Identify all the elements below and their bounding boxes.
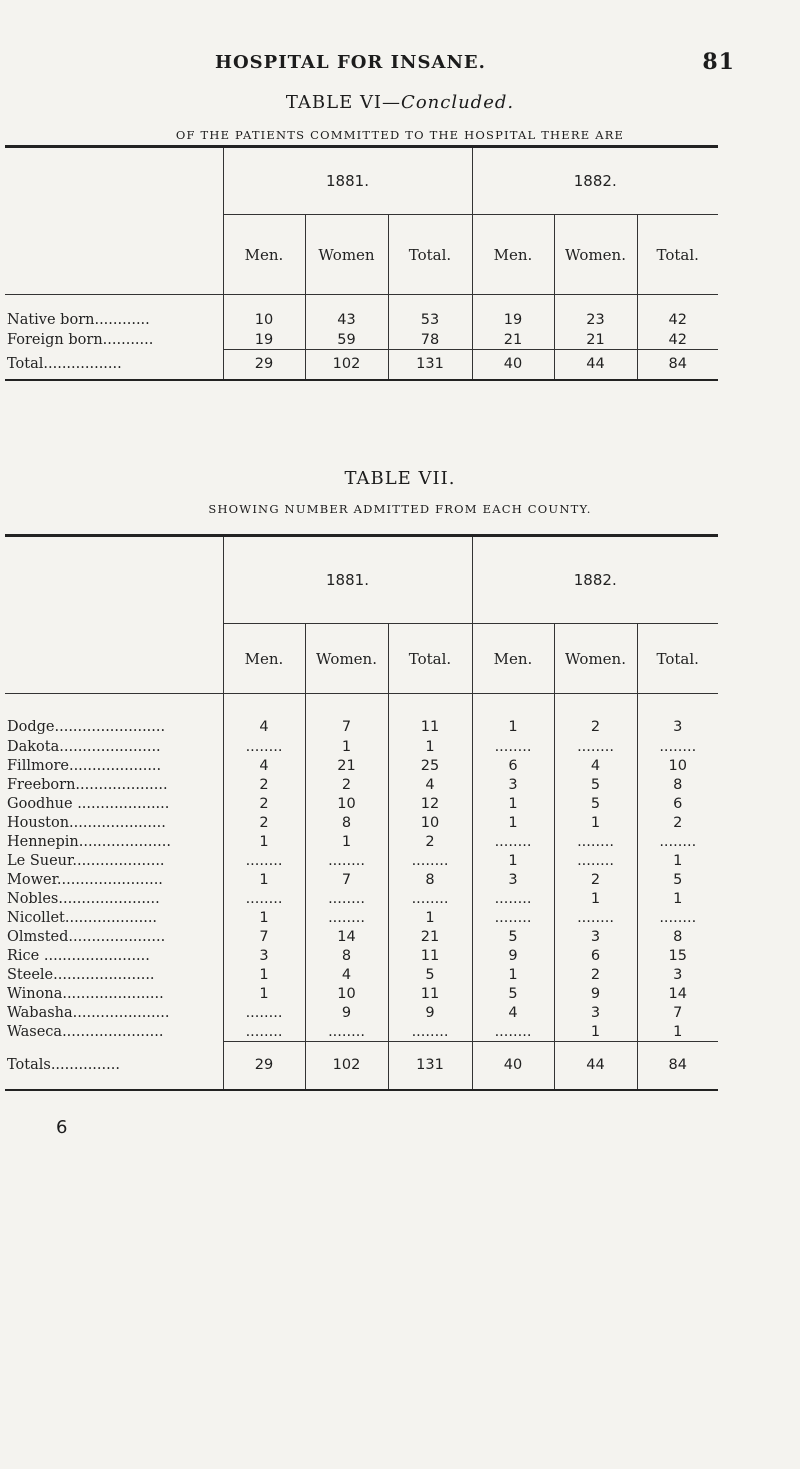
table-cell: 78 — [388, 331, 472, 350]
table-cell: ........ — [305, 852, 388, 871]
table-cell: 1 — [388, 738, 472, 757]
table-cell: 6 — [554, 947, 637, 966]
table-cell: 2 — [223, 795, 305, 814]
table-cell: 1 — [223, 909, 305, 928]
row-label: Nicollet.................... — [7, 910, 158, 926]
table-cell: ........ — [388, 890, 472, 909]
table-cell: 7 — [305, 871, 388, 890]
table-row — [5, 947, 718, 966]
table-cell: 12 — [388, 795, 472, 814]
total-cell: 29 — [223, 1042, 305, 1090]
table7-caption: TABLE VII. — [344, 468, 456, 489]
table-cell: 21 — [388, 928, 472, 947]
table-cell: 3 — [472, 871, 554, 890]
total-cell: 131 — [388, 350, 472, 380]
table7-stub-header — [5, 536, 223, 694]
table-cell: ........ — [223, 890, 305, 909]
table7-year-1881: 1881. — [223, 536, 472, 624]
table-row — [5, 331, 718, 350]
table7-col-women: Women. — [305, 624, 388, 694]
table-cell: ........ — [637, 909, 718, 928]
table-cell: 9 — [305, 1004, 388, 1023]
table-row — [5, 985, 718, 1004]
table6-col-total: Total. — [637, 215, 718, 295]
row-label: Olmsted..................... — [7, 929, 166, 945]
table-cell: 1 — [223, 833, 305, 852]
total-cell: 44 — [554, 1042, 637, 1090]
table-cell: 14 — [637, 985, 718, 1004]
table-row — [5, 694, 718, 738]
row-label: Le Sueur.................... — [7, 853, 165, 869]
table-cell: 5 — [554, 795, 637, 814]
table-cell: 7 — [637, 1004, 718, 1023]
table-cell: 8 — [305, 814, 388, 833]
table-cell: ........ — [472, 738, 554, 757]
table6-stub-header — [5, 147, 223, 295]
table-cell: ........ — [472, 833, 554, 852]
table-row — [5, 776, 718, 795]
total-cell: 84 — [637, 350, 718, 380]
table7-subtitle: SHOWING NUMBER ADMITTED FROM EACH COUNTY. — [208, 502, 592, 516]
table-cell: 21 — [554, 331, 637, 350]
table-cell: 25 — [388, 757, 472, 776]
table-cell: 2 — [388, 833, 472, 852]
table-cell: 4 — [472, 1004, 554, 1023]
table-cell: 10 — [637, 757, 718, 776]
table7-year-1882: 1882. — [472, 536, 718, 624]
table6 — [5, 145, 718, 381]
table-cell: 2 — [637, 814, 718, 833]
table-cell: 8 — [637, 776, 718, 795]
table-row — [5, 890, 718, 909]
table-cell: ........ — [554, 852, 637, 871]
table-cell: ........ — [223, 1023, 305, 1042]
table7-col-total: Total. — [637, 624, 718, 694]
row-label: Foreign born........... — [7, 332, 154, 348]
table-cell: 4 — [223, 694, 305, 738]
table6-year-1882: 1882. — [472, 147, 718, 215]
total-cell: 84 — [637, 1042, 718, 1090]
table6-col-women: Women — [305, 215, 388, 295]
total-cell: 29 — [223, 350, 305, 380]
table-cell: 1 — [472, 966, 554, 985]
table-cell: 3 — [472, 776, 554, 795]
total-cell: 44 — [554, 350, 637, 380]
table7-col-men: Men. — [223, 624, 305, 694]
table-cell: 7 — [223, 928, 305, 947]
page-number: 81 — [702, 49, 735, 75]
row-label: Goodhue .................... — [7, 796, 170, 812]
table7-col-total: Total. — [388, 624, 472, 694]
table-cell: ........ — [472, 909, 554, 928]
row-label: Fillmore.................... — [7, 758, 162, 774]
table-row — [5, 1004, 718, 1023]
table-cell: 2 — [554, 871, 637, 890]
row-label: Winona...................... — [7, 986, 164, 1002]
table7 — [5, 534, 718, 1091]
table-row — [5, 833, 718, 852]
table-cell: 1 — [637, 890, 718, 909]
table-cell: 3 — [637, 966, 718, 985]
table-cell: 42 — [637, 295, 718, 331]
table-cell: 43 — [305, 295, 388, 331]
row-label: Dakota...................... — [7, 739, 161, 755]
table-cell: 3 — [554, 928, 637, 947]
table-row — [5, 871, 718, 890]
table-cell: 14 — [305, 928, 388, 947]
table6-subtitle: OF THE PATIENTS COMMITTED TO THE HOSPITAL THERE ARE — [175, 128, 625, 142]
table-cell: ........ — [223, 852, 305, 871]
table-cell: 3 — [554, 1004, 637, 1023]
table-cell: ........ — [388, 852, 472, 871]
total-cell: 102 — [305, 350, 388, 380]
table-cell: 1 — [223, 985, 305, 1004]
table-cell: ........ — [554, 738, 637, 757]
table-cell: 7 — [305, 694, 388, 738]
table-cell: 4 — [223, 757, 305, 776]
table-cell: ........ — [305, 909, 388, 928]
table-cell: 5 — [388, 966, 472, 985]
table-cell: 1 — [305, 738, 388, 757]
table-cell: 5 — [554, 776, 637, 795]
table-cell: 1 — [472, 814, 554, 833]
row-label: Mower....................... — [7, 872, 163, 888]
table-cell: 1 — [554, 890, 637, 909]
table-cell: 5 — [472, 985, 554, 1004]
table-cell: 1 — [472, 852, 554, 871]
table-cell: 8 — [388, 871, 472, 890]
table6-year-1881: 1881. — [223, 147, 472, 215]
table-cell: ........ — [637, 833, 718, 852]
table-row — [5, 852, 718, 871]
table-cell: 9 — [472, 947, 554, 966]
total-cell: 131 — [388, 1042, 472, 1090]
table-row — [5, 1023, 718, 1042]
table-cell: 1 — [388, 909, 472, 928]
total-label: Totals............... — [7, 1057, 120, 1073]
table-cell: ........ — [305, 890, 388, 909]
table-cell: 1 — [637, 852, 718, 871]
table-row — [5, 757, 718, 776]
row-label: Freeborn.................... — [7, 777, 168, 793]
row-label: Dodge........................ — [7, 718, 166, 735]
total-cell: 102 — [305, 1042, 388, 1090]
table-cell: ........ — [637, 738, 718, 757]
table-cell: 10 — [388, 814, 472, 833]
table-cell: 2 — [223, 814, 305, 833]
row-label: Nobles...................... — [7, 891, 160, 907]
table-cell: 5 — [472, 928, 554, 947]
table-row — [5, 966, 718, 985]
table-cell: ........ — [223, 738, 305, 757]
table-cell: 53 — [388, 295, 472, 331]
table-cell: 9 — [388, 1004, 472, 1023]
table-cell: ........ — [554, 833, 637, 852]
table-cell: 1 — [305, 833, 388, 852]
table-row — [5, 295, 718, 331]
table-cell: ........ — [472, 1023, 554, 1042]
table-cell: 5 — [637, 871, 718, 890]
total-label: Total................. — [7, 356, 122, 372]
table-cell: 1 — [554, 814, 637, 833]
table-row — [5, 738, 718, 757]
table6-caption: TABLE VI—Concluded. — [285, 92, 515, 113]
table-cell: 1 — [637, 1023, 718, 1042]
table-row — [5, 795, 718, 814]
table7-col-men: Men. — [472, 624, 554, 694]
table-cell: 2 — [305, 776, 388, 795]
table-cell: ........ — [305, 1023, 388, 1042]
table-cell: 15 — [637, 947, 718, 966]
table-cell: 3 — [223, 947, 305, 966]
table-cell: ........ — [472, 890, 554, 909]
table-cell: 21 — [305, 757, 388, 776]
table-cell: 1 — [554, 1023, 637, 1042]
table6-col-men: Men. — [472, 215, 554, 295]
table-row — [5, 909, 718, 928]
table-row — [5, 814, 718, 833]
table6-col-women: Women. — [554, 215, 637, 295]
table-cell: 4 — [305, 966, 388, 985]
table-row — [5, 928, 718, 947]
table-cell: 19 — [223, 331, 305, 350]
row-label: Rice ....................... — [7, 948, 150, 964]
table-cell: 6 — [472, 757, 554, 776]
table-cell: 1 — [472, 694, 554, 738]
running-head-title: HOSPITAL FOR INSANE. — [215, 52, 486, 73]
table-cell: 21 — [472, 331, 554, 350]
total-cell: 40 — [472, 1042, 554, 1090]
table-cell: 19 — [472, 295, 554, 331]
table-cell: 8 — [305, 947, 388, 966]
table-cell: 2 — [223, 776, 305, 795]
table-cell: 3 — [637, 694, 718, 738]
folio-number: 6 — [56, 1117, 68, 1138]
row-label: Houston..................... — [7, 815, 166, 831]
table-cell: 2 — [554, 694, 637, 738]
table-cell: 4 — [554, 757, 637, 776]
table7-col-women: Women. — [554, 624, 637, 694]
table-cell: 10 — [305, 795, 388, 814]
total-cell: 40 — [472, 350, 554, 380]
table-cell: 1 — [472, 795, 554, 814]
row-label: Waseca...................... — [7, 1024, 164, 1040]
table-cell: 8 — [637, 928, 718, 947]
table-cell: 10 — [223, 295, 305, 331]
table-cell: 11 — [388, 985, 472, 1004]
row-label: Steele...................... — [7, 967, 155, 983]
table-cell: 11 — [388, 694, 472, 738]
table-cell: ........ — [554, 909, 637, 928]
table-cell: ........ — [388, 1023, 472, 1042]
table-cell: 1 — [223, 966, 305, 985]
table-cell: ........ — [223, 1004, 305, 1023]
table-cell: 4 — [388, 776, 472, 795]
table-cell: 9 — [554, 985, 637, 1004]
row-label: Wabasha..................... — [7, 1005, 170, 1021]
table-cell: 59 — [305, 331, 388, 350]
table-cell: 6 — [637, 795, 718, 814]
total-row — [5, 350, 718, 380]
table6-col-total: Total. — [388, 215, 472, 295]
table6-col-men: Men. — [223, 215, 305, 295]
table-cell: 2 — [554, 966, 637, 985]
table-cell: 11 — [388, 947, 472, 966]
table-cell: 42 — [637, 331, 718, 350]
table-cell: 1 — [223, 871, 305, 890]
table-cell: 10 — [305, 985, 388, 1004]
row-label: Hennepin.................... — [7, 834, 171, 850]
total-row — [5, 1042, 718, 1090]
table-cell: 23 — [554, 295, 637, 331]
row-label: Native born............ — [7, 311, 150, 328]
